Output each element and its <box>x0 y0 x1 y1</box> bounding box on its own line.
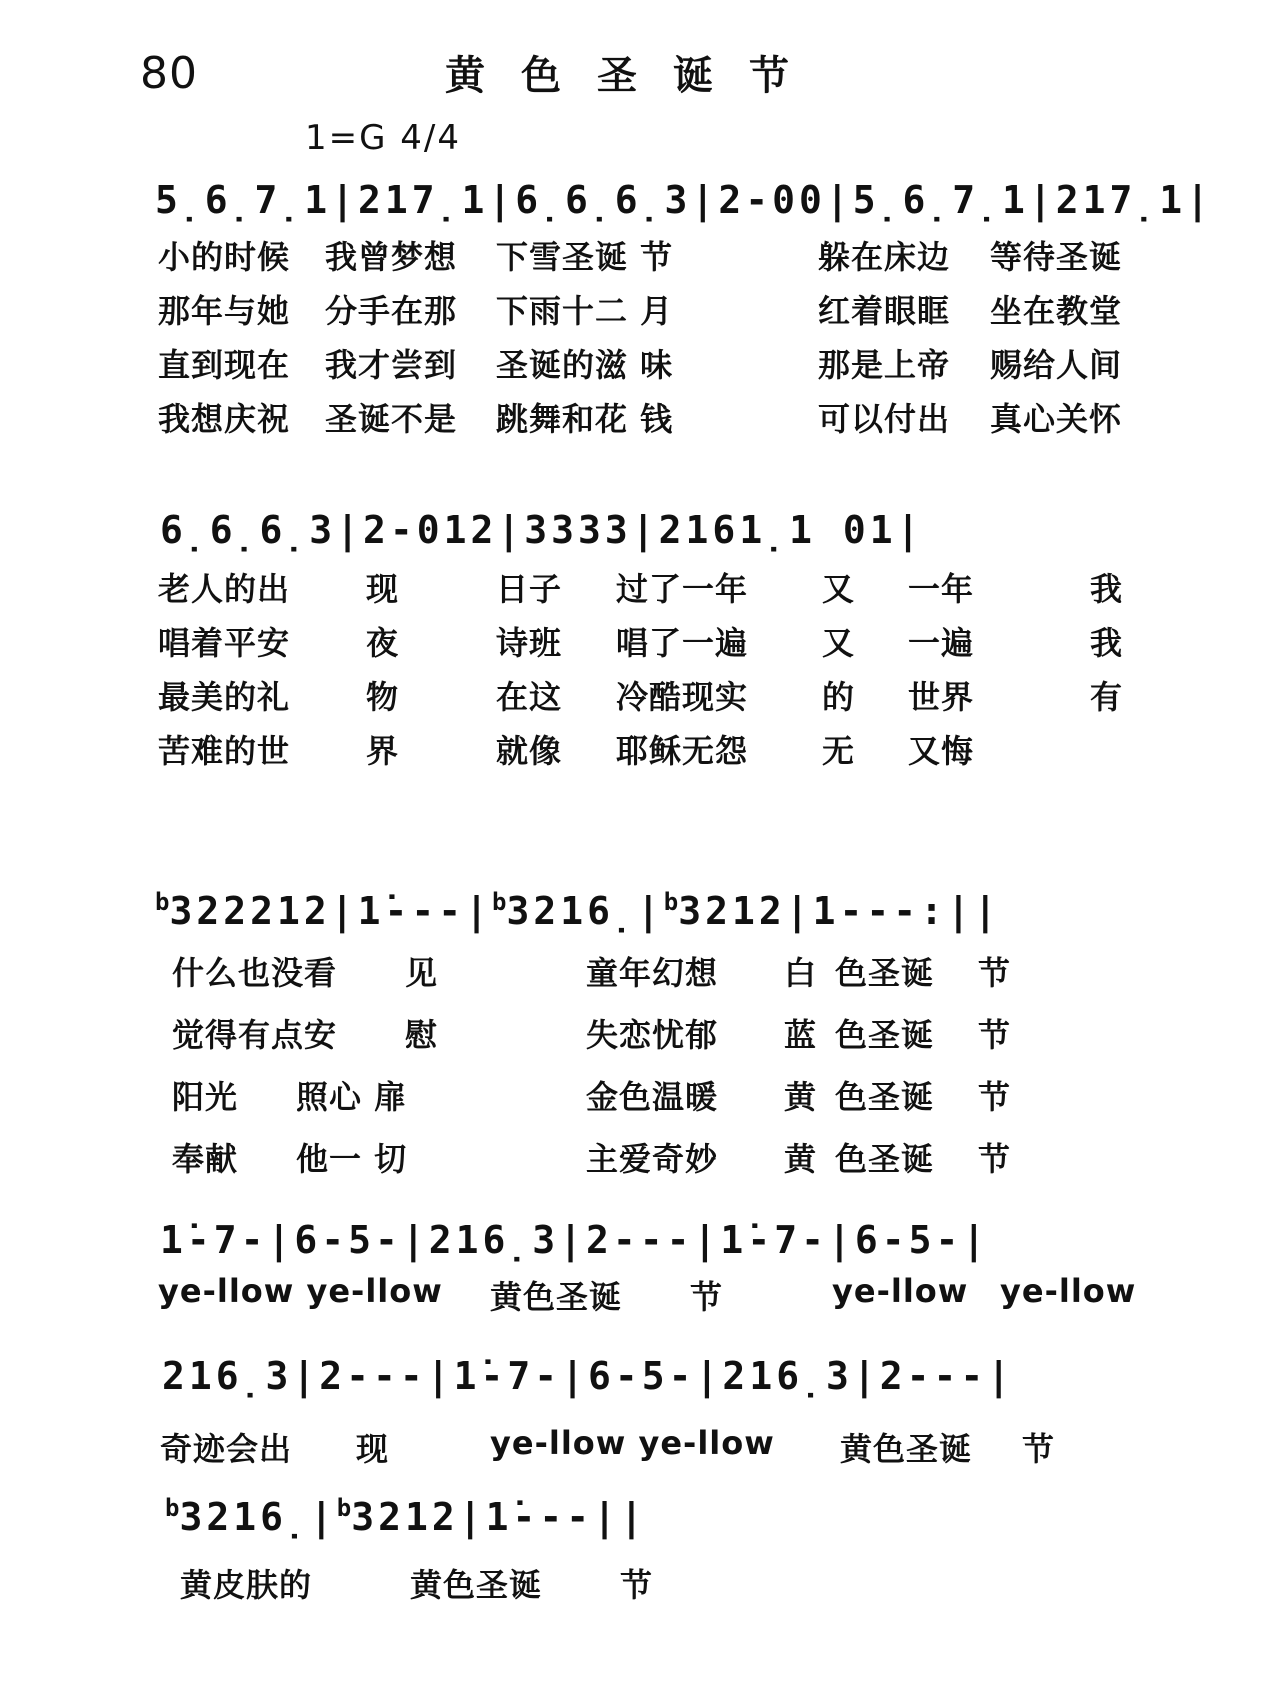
flat-sign: b <box>492 888 507 916</box>
lyric-fragment: 黄皮肤的 <box>180 1566 313 1604</box>
lyric-fragment: 节 <box>978 1140 1012 1178</box>
lyric-fragment: 黄 <box>784 1140 818 1178</box>
lyric-fragment: 直到现在 <box>158 346 291 384</box>
lyric-fragment: 节 <box>978 954 1012 992</box>
lyric-fragment: ye-llow ye-llow <box>490 1424 775 1462</box>
lyric-fragment: 老人的出 <box>158 570 291 608</box>
lyric-fragment: 那年与她 <box>158 292 291 330</box>
lyric-fragment: 无 <box>822 732 856 770</box>
lyric-fragment: 就像 <box>496 732 563 770</box>
lyric-fragment: 物 <box>366 678 400 716</box>
lyric-fragment: 我想庆祝 <box>158 400 291 438</box>
lyric-fragment: 夜 <box>366 624 400 662</box>
flat-sign: b <box>155 888 170 916</box>
lyric-fragment: 奇迹会出 <box>160 1430 293 1468</box>
lyric-fragment: 色圣诞 <box>835 1140 935 1178</box>
lyric-fragment: 我 <box>1090 624 1124 662</box>
lyric-fragment: 节 <box>978 1016 1012 1054</box>
lyric-fragment: 觉得有点安 <box>172 1016 338 1054</box>
lyric-fragment: 童年幻想 <box>586 954 719 992</box>
lyric-fragment: 白 <box>784 954 818 992</box>
lyric-fragment: 我曾梦想 <box>325 238 458 276</box>
lyric-fragment: 等待圣诞 <box>990 238 1123 276</box>
lyric-fragment: 苦难的世 <box>158 732 291 770</box>
lyric-fragment: 一遍 <box>908 624 975 662</box>
lyric-fragment: 黄 <box>784 1078 818 1116</box>
notation-line-6 <box>165 1494 647 1539</box>
lyric-fragment: 奉献 <box>172 1140 239 1178</box>
notation-segment: 322212|1̇---| <box>169 889 492 933</box>
lyric-fragment: 有 <box>1090 678 1124 716</box>
lyric-fragment: 小的时候 <box>158 238 291 276</box>
lyric-fragment: 的 <box>822 678 856 716</box>
lyric-fragment: 那是上帝 <box>818 346 951 384</box>
lyric-fragment: 界 <box>366 732 400 770</box>
lyric-fragment: 节 <box>1022 1430 1056 1468</box>
lyric-fragment: 主爱奇妙 <box>586 1140 719 1178</box>
lyrics-block-4 <box>0 1272 1280 1322</box>
lyric-fragment: 慰 <box>405 1016 439 1054</box>
lyric-fragment: 跳舞和花 钱 <box>496 400 674 438</box>
lyric-fragment: 节 <box>690 1278 724 1316</box>
lyric-fragment: 现 <box>356 1430 390 1468</box>
lyric-fragment: 世界 <box>908 678 975 716</box>
lyric-fragment: 失恋忧郁 <box>586 1016 719 1054</box>
lyric-fragment: 什么也没看 <box>172 954 338 992</box>
lyric-fragment: ye-llow <box>832 1272 969 1310</box>
lyric-fragment: 色圣诞 <box>835 1078 935 1116</box>
page-number: 80 <box>140 48 198 99</box>
lyric-fragment: 又 <box>822 624 856 662</box>
lyric-fragment: 我 <box>1090 570 1124 608</box>
flat-sign: b <box>336 1494 352 1522</box>
lyric-fragment: 唱了一遍 <box>616 624 749 662</box>
lyric-fragment: 过了一年 <box>616 570 749 608</box>
lyric-fragment: 节 <box>978 1078 1012 1116</box>
lyric-fragment: 节 <box>620 1566 654 1604</box>
lyric-fragment: 见 <box>405 954 439 992</box>
notation-line-4: 1̇-7-|6-5-|216̣3|2---|1̇-7-|6-5-| <box>160 1218 990 1262</box>
lyric-fragment: 色圣诞 <box>835 1016 935 1054</box>
notation-line-2: 6̣6̣6̣3|2-012|3333|2161̣1 01| <box>160 508 924 552</box>
lyric-fragment: 阳光 <box>172 1078 239 1116</box>
lyric-fragment: 又悔 <box>908 732 975 770</box>
lyric-fragment: 照心 扉 <box>296 1078 408 1116</box>
lyric-fragment: 黄色圣诞 <box>840 1430 973 1468</box>
lyrics-block-5 <box>0 1424 1280 1474</box>
lyric-fragment: 金色温暖 <box>586 1078 719 1116</box>
lyrics-block-3 <box>0 948 1280 1198</box>
lyric-fragment: 他一 切 <box>296 1140 408 1178</box>
lyric-fragment: 黄色圣诞 <box>490 1278 623 1316</box>
notation-segment: 3216̣| <box>506 889 664 933</box>
lyric-fragment: 躲在床边 <box>818 238 951 276</box>
lyric-fragment: 在这 <box>496 678 563 716</box>
lyric-fragment: 诗班 <box>496 624 563 662</box>
lyric-fragment: 耶稣无怨 <box>616 732 749 770</box>
song-title: 黄色圣诞节 <box>445 53 825 99</box>
lyric-fragment: 最美的礼 <box>158 678 291 716</box>
lyric-fragment: 一年 <box>908 570 975 608</box>
lyric-fragment: 圣诞的滋 味 <box>496 346 674 384</box>
lyric-fragment: 蓝 <box>784 1016 818 1054</box>
lyric-fragment: 可以付出 <box>818 400 951 438</box>
lyrics-block-1 <box>0 232 1280 442</box>
flat-sign: b <box>165 1494 180 1522</box>
lyric-fragment: 我才尝到 <box>325 346 458 384</box>
lyric-fragment: 赐给人间 <box>990 346 1123 384</box>
lyric-fragment: 圣诞不是 <box>325 400 458 438</box>
flat-sign: b <box>663 888 679 916</box>
lyric-fragment: 唱着平安 <box>158 624 291 662</box>
lyric-fragment: 红着眼眶 <box>818 292 951 330</box>
lyric-fragment: 坐在教堂 <box>990 292 1123 330</box>
notation-segment: 3216̣| <box>179 1495 337 1539</box>
lyric-fragment: 黄色圣诞 <box>410 1566 543 1604</box>
lyric-fragment: 下雨十二 月 <box>496 292 674 330</box>
lyric-fragment: ye-llow ye-llow <box>158 1272 443 1310</box>
lyrics-block-6 <box>0 1560 1280 1610</box>
lyric-fragment: 分手在那 <box>325 292 458 330</box>
notation-line-3 <box>155 888 1001 933</box>
lyric-fragment: 真心关怀 <box>990 400 1123 438</box>
notation-line-5: 216̣3|2---|1̇-7-|6-5-|216̣3|2---| <box>162 1354 1015 1398</box>
lyric-fragment: 现 <box>366 570 400 608</box>
notation-segment: 3212|1̇---|| <box>351 1495 647 1539</box>
notation-segment: 3212|1---:|| <box>678 889 1001 933</box>
lyric-fragment: 下雪圣诞 节 <box>496 238 674 276</box>
lyrics-block-2 <box>0 564 1280 774</box>
key-signature: 1=G 4/4 <box>305 118 461 158</box>
lyric-fragment: ye-llow <box>1000 1272 1137 1310</box>
lyric-fragment: 色圣诞 <box>835 954 935 992</box>
lyric-fragment: 冷酷现实 <box>616 678 749 716</box>
lyric-fragment: 日子 <box>496 570 563 608</box>
notation-line-1: 5̣6̣7̣1|217̣1|6̣6̣6̣3|2-00|5̣6̣7̣1|217̣1| <box>155 178 1213 222</box>
lyric-fragment: 又 <box>822 570 856 608</box>
